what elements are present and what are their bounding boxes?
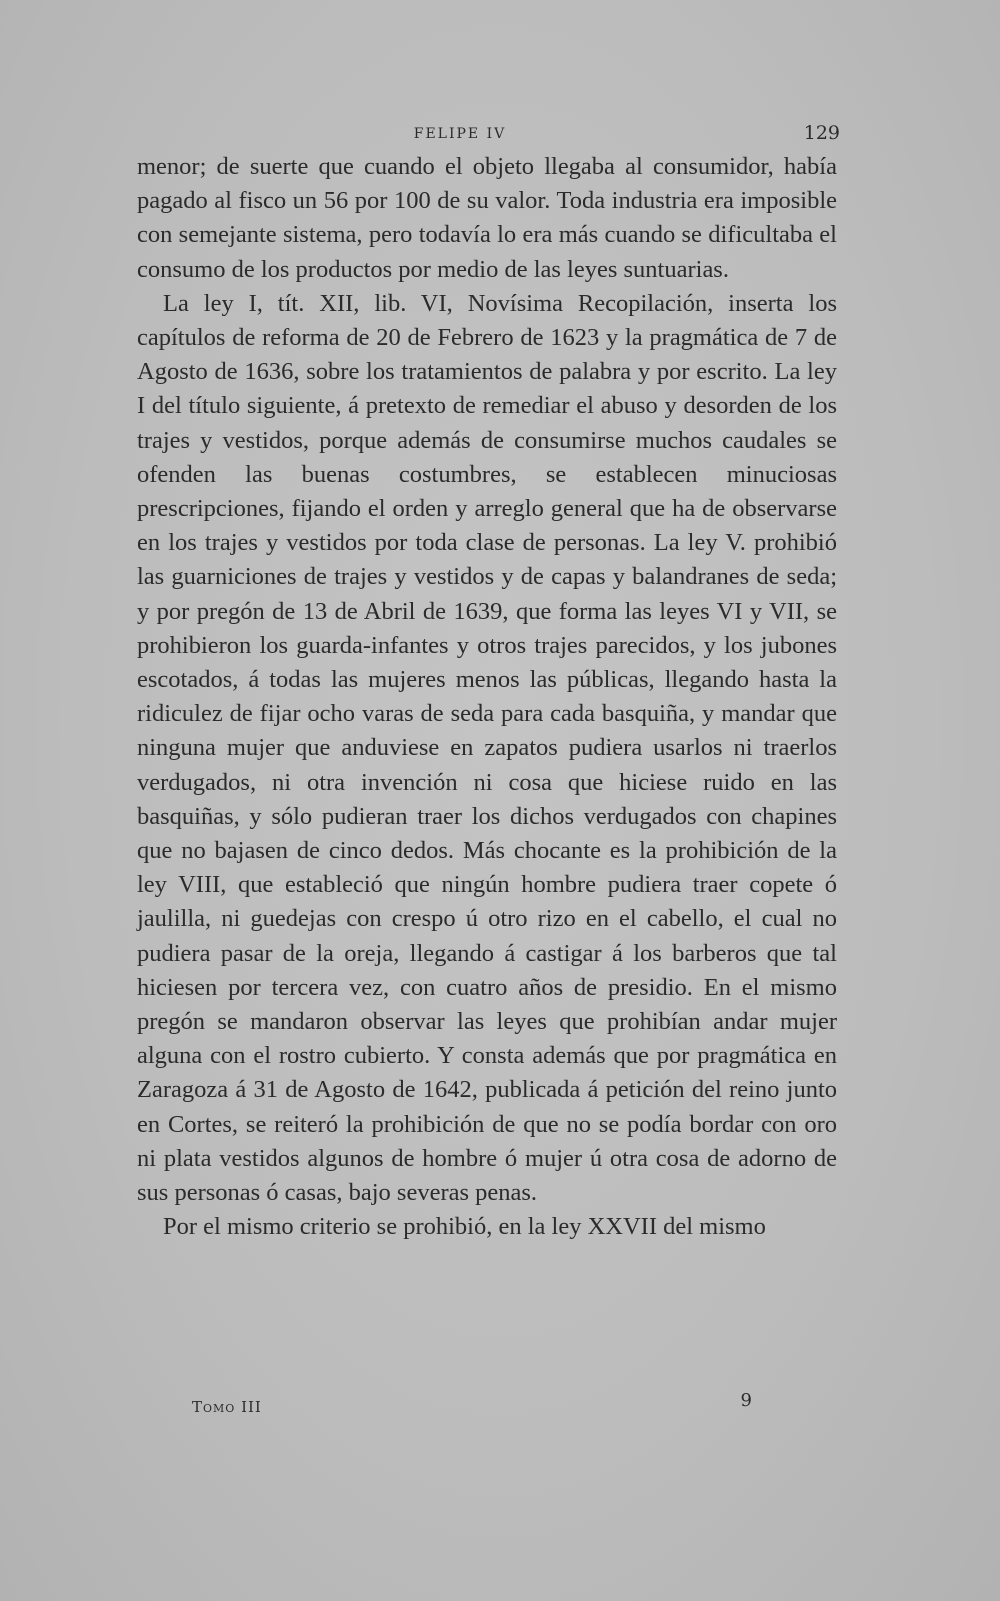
paragraph: La ley I, tít. XII, lib. VI, Novísima Recopilación, inserta los capítulos de reforma de 20 de Febrero de 1623 y la pragmática de 7 de Agosto de 1636, sobre los tratamientos de palabra y por escrito. La ley I del título siguiente, á pretexto de remediar el abuso y desorden de los trajes y vestidos, porque además de consumirse muchos caudales se ofenden las buenas costumbres, se establecen minuciosas prescripciones, fijando el orden y arreglo general que ha de observarse en los trajes y vestidos por toda clase de personas. La ley V. prohibió las guarniciones de trajes y vestidos y de capas y balandranes de seda; y por pregón de 13 de Abril de 1639, que forma las leyes VI y VII, se prohibieron los guarda-infantes y otros trajes parecidos, y los jubones escotados, á todas las mujeres menos las públicas, llegando hasta la ridiculez de fijar ocho varas de seda para cada basquiña, y mandar que ninguna mujer que anduviese en zapatos pudiera usarlos ni traerlos verdugados, ni otra invención ni cosa que hiciese ruido en las basquiñas, y sólo pudieran traer los dichos verdugados con chapines que no bajasen de cinco dedos. Más chocante es la prohibición de la ley VIII, que estableció que ningún hombre pudiera traer copete ó jaulilla, ni guedejas con crespo ú otro rizo en el cabello, el cual no pudiera pasar de la oreja, llegando á castigar á los barberos que tal hiciesen por tercera vez, con cuatro años de presidio. En el mismo pregón se mandaron observar las leyes que prohibían andar mujer alguna con el rostro cubierto. Y consta además que por pragmática en Zaragoza á 31 de Agosto de 1642, publicada á petición del reino junto en Cortes, se reiteró la prohibición de que no se podía bordar con oro ni plata vestidos algunos de hombre ó mujer ú otra cosa de adorno de sus personas ó casas, bajo severas penas. (137, 289, 837, 1207)
paragraph: Por el mismo criterio se prohibió, en la ley XXVII del mismo (163, 1213, 766, 1241)
running-head (140, 120, 840, 148)
paragraph-continued: menor; de suerte que cuando el objeto llegaba al consumidor, había pagado al fisco un 56 por 100 de su valor. Toda industria era imposible con semejante sistema, pero todavía lo era más cuando se dificultaba el consumo de los productos por medio de las leyes suntuarias. (137, 153, 837, 283)
volume-signature: Tomo III (192, 1398, 262, 1416)
signature-number: 9 (740, 1390, 752, 1411)
page-number: 129 (803, 122, 840, 144)
running-title: FELIPE IV (413, 126, 507, 142)
body-text (137, 150, 837, 1245)
page-footer (192, 1390, 752, 1420)
